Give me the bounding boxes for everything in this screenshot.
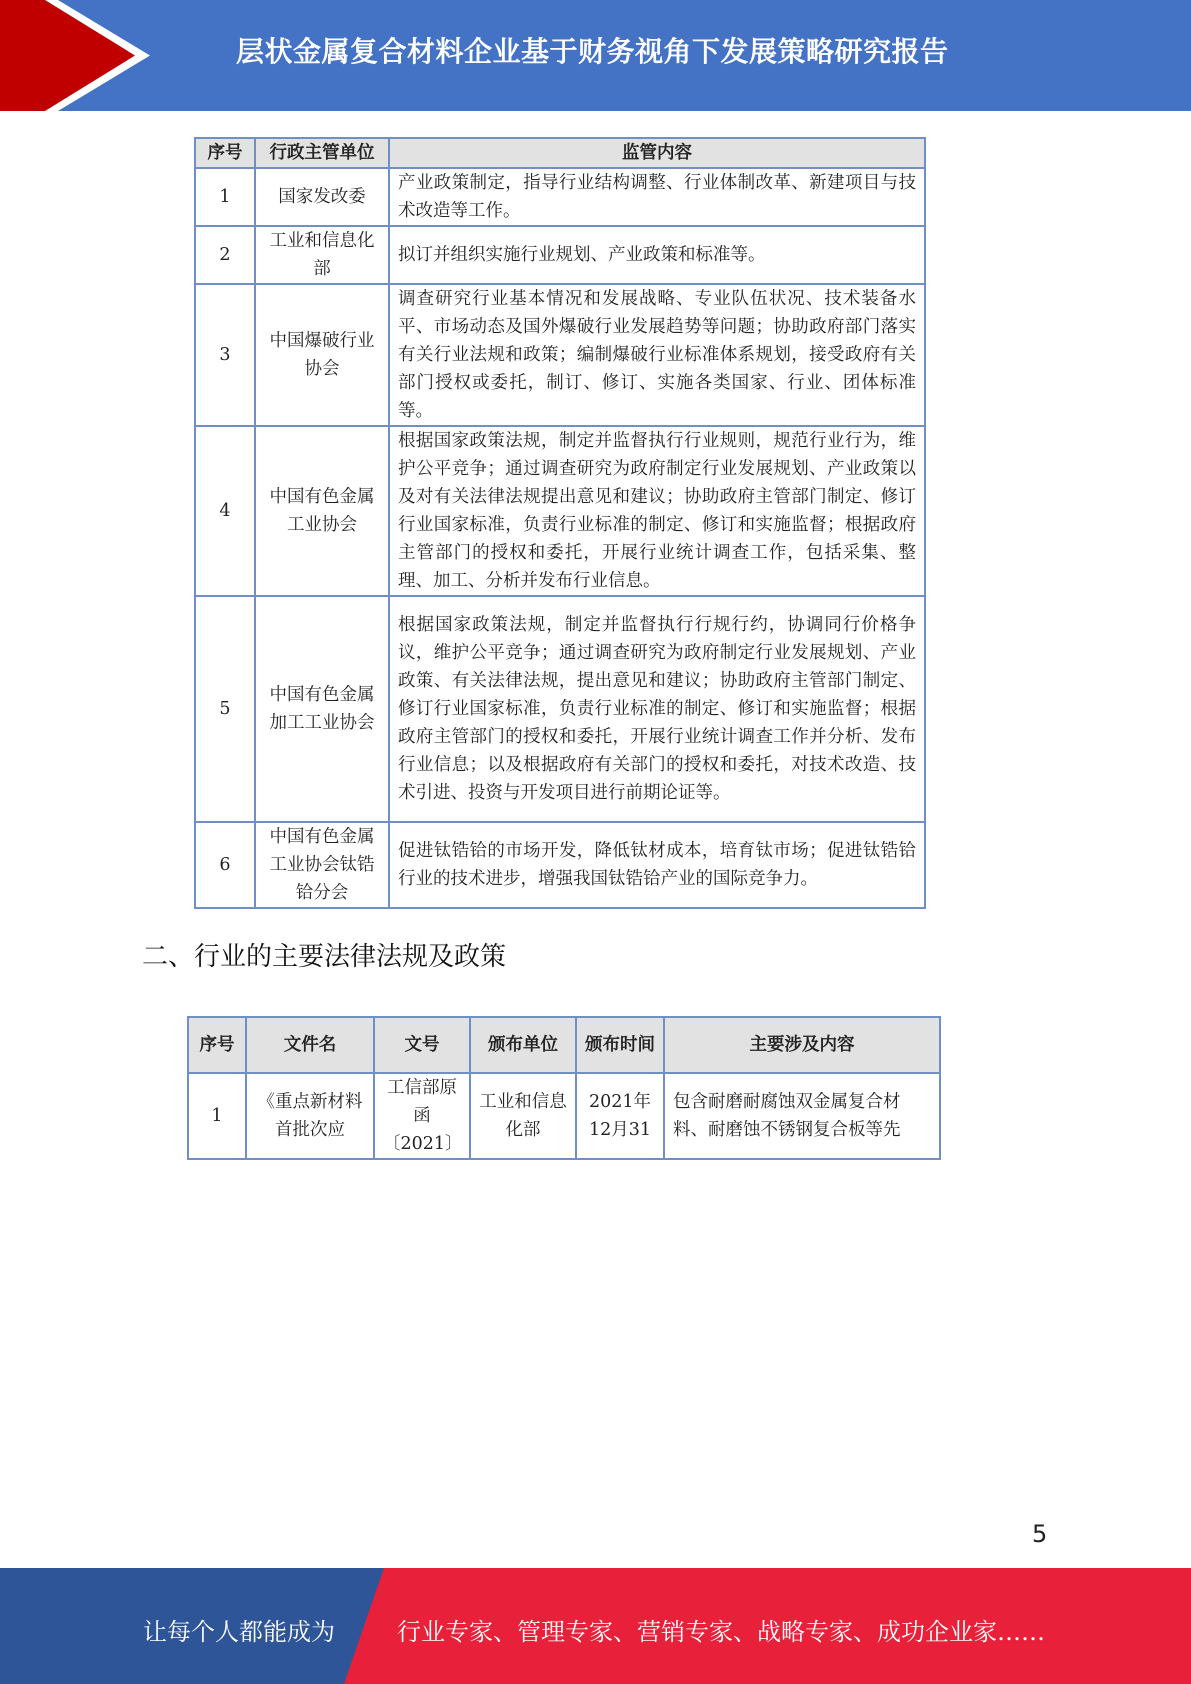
- row-no: 2: [195, 226, 255, 284]
- col-header-no: 序号: [195, 138, 255, 168]
- footer-slogan-right: 行业专家、管理专家、营销专家、战略专家、成功企业家……: [397, 1618, 1045, 1646]
- row-content: 根据国家政策法规，制定并监督执行行规行约，协调同行价格争议，维护公平竞争；通过调查研究为政府制定行业发展规划、产业政策、有关法律法规，提出意见和建议；协助政府主管部门制定、修订行业国家标准，负责行业标准的制定、修订和实施监督；根据政府主管部门的授权和委托，开展行业统计调查工作并分析、发布行业信息；以及根据政府有关部门的授权和委托，对技术改造、技术引进、投资与开发项目进行前期论证等。: [389, 596, 925, 822]
- row-unit: 国家发改委: [255, 168, 389, 226]
- col-header-content: 监管内容: [389, 138, 925, 168]
- page-header: [0, 0, 1191, 111]
- row-name: 《重点新材料首批次应: [246, 1073, 374, 1159]
- table-row: [195, 284, 925, 426]
- col-header-name: 文件名: [246, 1017, 374, 1073]
- row-code: 工信部原函〔2021〕: [374, 1073, 470, 1159]
- row-unit: 工业和信息化部: [255, 226, 389, 284]
- row-content: 包含耐磨耐腐蚀双金属复合材料、耐磨蚀不锈钢复合板等先: [664, 1073, 940, 1159]
- col-header-unit: 行政主管单位: [255, 138, 389, 168]
- page-footer: [0, 1568, 1191, 1684]
- row-no: 1: [188, 1073, 246, 1159]
- table-row: [195, 822, 925, 908]
- col-header-no: 序号: [188, 1017, 246, 1073]
- row-date: 2021年12月31: [576, 1073, 664, 1159]
- row-issuer: 工业和信息化部: [470, 1073, 576, 1159]
- row-no: 4: [195, 426, 255, 596]
- table-row: [195, 226, 925, 284]
- row-unit: 中国爆破行业协会: [255, 284, 389, 426]
- row-content: 拟订并组织实施行业规划、产业政策和标准等。: [389, 226, 925, 284]
- row-no: 5: [195, 596, 255, 822]
- row-content: 调查研究行业基本情况和发展战略、专业队伍状况、技术装备水平、市场动态及国外爆破行业发展趋势等问题；协助政府部门落实有关行业法规和政策；编制爆破行业标准体系规划，接受政府有关部门授权或委托，制订、修订、实施各类国家、行业、团体标准等。: [389, 284, 925, 426]
- row-content: 根据国家政策法规，制定并监督执行行业规则，规范行业行为，维护公平竞争；通过调查研究为政府制定行业发展规划、产业政策以及对有关法律法规提出意见和建议；协助政府主管部门制定、修订行业国家标准，负责行业标准的制定、修订和实施监督；根据政府主管部门的授权和委托，开展行业统计调查工作，包括采集、整理、加工、分析并发布行业信息。: [389, 426, 925, 596]
- footer-slogan-left: 让每个人都能成为: [143, 1618, 335, 1646]
- row-content: 促进钛锆铪的市场开发，降低钛材成本，培育钛市场；促进钛锆铪行业的技术进步，增强我国钛锆铪产业的国际竞争力。: [389, 822, 925, 908]
- table-header-row: [195, 138, 925, 168]
- row-content: 产业政策制定，指导行业结构调整、行业体制改革、新建项目与技术改造等工作。: [389, 168, 925, 226]
- row-unit: 中国有色金属工业协会: [255, 426, 389, 596]
- regulatory-authority-table: [194, 137, 926, 909]
- row-no: 3: [195, 284, 255, 426]
- table-row: [195, 596, 925, 822]
- col-header-code: 文号: [374, 1017, 470, 1073]
- row-no: 1: [195, 168, 255, 226]
- page-number: 5: [1032, 1520, 1048, 1548]
- report-title: 层状金属复合材料企业基于财务视角下发展策略研究报告: [236, 35, 949, 68]
- table-row: [195, 426, 925, 596]
- row-no: 6: [195, 822, 255, 908]
- col-header-content: 主要涉及内容: [664, 1017, 940, 1073]
- col-header-issuer: 颁布单位: [470, 1017, 576, 1073]
- row-unit: 中国有色金属加工工业协会: [255, 596, 389, 822]
- table-row: [195, 168, 925, 226]
- table-row: [188, 1073, 940, 1159]
- row-unit: 中国有色金属工业协会钛锆铪分会: [255, 822, 389, 908]
- section-heading: 二、行业的主要法律法规及政策: [142, 942, 507, 972]
- table-header-row: [188, 1017, 940, 1073]
- col-header-date: 颁布时间: [576, 1017, 664, 1073]
- laws-policies-table: [187, 1016, 941, 1160]
- chevron-arrow-icon: [0, 0, 160, 111]
